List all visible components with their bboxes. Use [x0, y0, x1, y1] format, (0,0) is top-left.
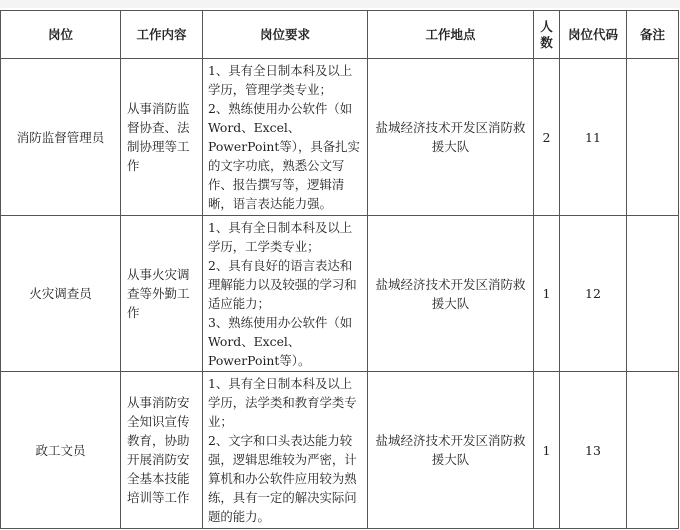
- table-row: [1, 216, 679, 372]
- cell-code: 13: [560, 372, 627, 529]
- cell-count: 1: [534, 216, 560, 372]
- header-position: 岗位: [1, 11, 121, 59]
- cell-content: 从事消防安全知识宣传教育，协助开展消防安全基本技能培训等工作: [121, 372, 203, 529]
- cell-code: 12: [560, 216, 627, 372]
- table-row: [1, 372, 679, 529]
- header-note: 备注: [627, 11, 679, 59]
- cell-note: [627, 372, 679, 529]
- cell-count: 1: [534, 372, 560, 529]
- cell-position: 政工文员: [1, 372, 121, 529]
- cell-count: 2: [534, 59, 560, 216]
- cell-content: 从事消防监督协查、法制协理等工作: [121, 59, 203, 216]
- cell-position: 火灾调查员: [1, 216, 121, 372]
- table-header-row: [1, 11, 679, 59]
- header-location: 工作地点: [368, 11, 534, 59]
- cell-location: 盐城经济技术开发区消防救援大队: [368, 216, 534, 372]
- table-row: [1, 59, 679, 216]
- job-positions-table: [0, 10, 679, 529]
- header-count: 人数: [534, 11, 560, 59]
- cell-location: 盐城经济技术开发区消防救援大队: [368, 372, 534, 529]
- cell-location: 盐城经济技术开发区消防救援大队: [368, 59, 534, 216]
- cell-content: 从事火灾调查等外勤工作: [121, 216, 203, 372]
- cell-requirements: 1、具有全日制本科及以上学历，法学类和教育学类专业； 2、文字和口头表达能力较强，逻辑思维较为严密，计算机和办公软件应用较为熟练，具有一定的解决实际问题的能力。: [203, 372, 368, 529]
- cell-requirements: 1、具有全日制本科及以上学历，管理学类专业； 2、熟练使用办公软件（如Word、Excel、PowerPoint等），具备扎实的文字功底，熟悉公文写作、报告撰写等，逻辑清晰，语言表达能力强。: [203, 59, 368, 216]
- cell-position: 消防监督管理员: [1, 59, 121, 216]
- cell-code: 11: [560, 59, 627, 216]
- cell-requirements: 1、具有全日制本科及以上学历，工学类专业； 2、具有良好的语言表达和理解能力以及较强的学习和适应能力； 3、熟练使用办公软件（如Word、Excel、PowerPoint等）。: [203, 216, 368, 372]
- cell-note: [627, 216, 679, 372]
- header-code: 岗位代码: [560, 11, 627, 59]
- header-content: 工作内容: [121, 11, 203, 59]
- cell-note: [627, 59, 679, 216]
- page-top-band: [0, 0, 680, 8]
- header-requirements: 岗位要求: [203, 11, 368, 59]
